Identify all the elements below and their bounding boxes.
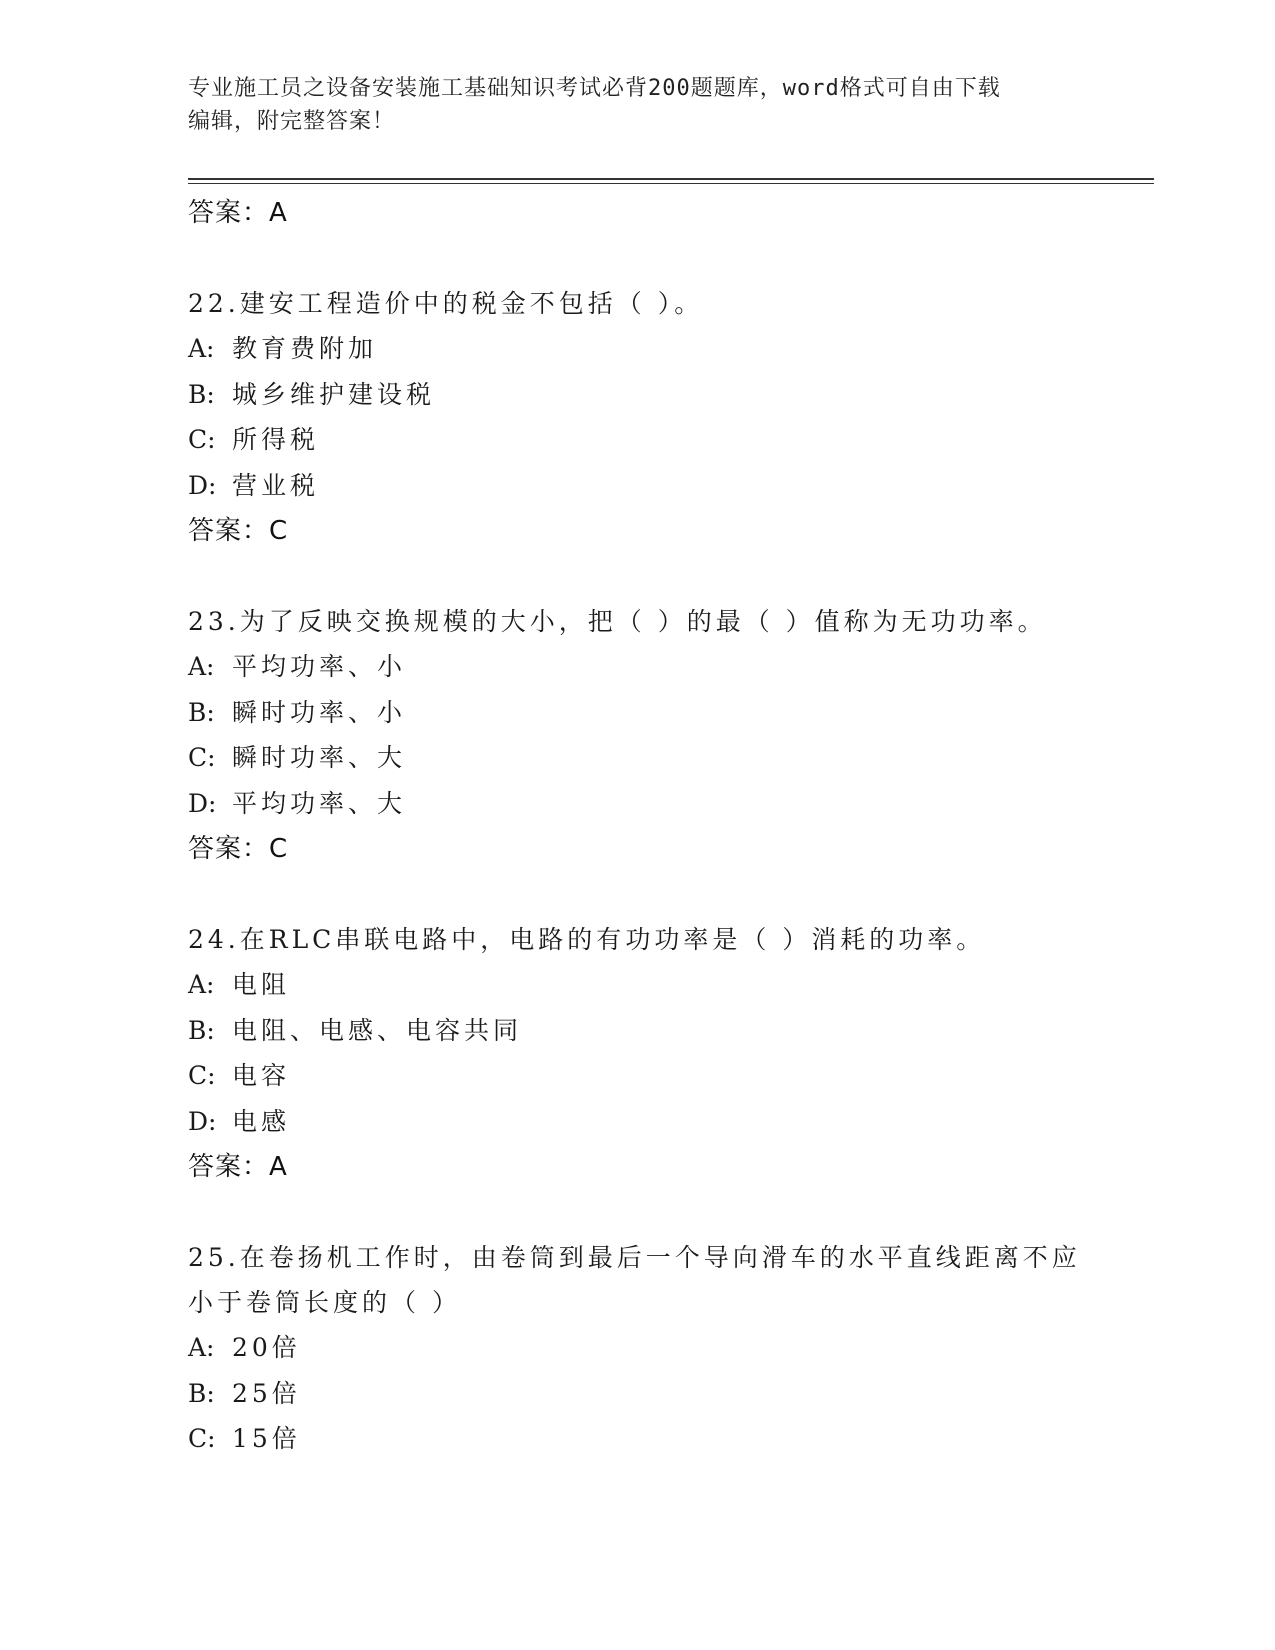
option-text: 营业税 (232, 470, 320, 500)
previous-answer: 答案：A (188, 198, 288, 228)
option-b (188, 1008, 1088, 1054)
option-text: 平均功率、大 (232, 788, 407, 818)
option-a (188, 1325, 1088, 1371)
option-text: 电阻 (232, 970, 291, 999)
option-text: 25倍 (232, 1378, 301, 1408)
option-text: 城乡维护建设税 (232, 379, 436, 409)
option-d (188, 463, 1088, 509)
option-text: 15倍 (232, 1424, 301, 1453)
option-c (188, 1053, 1088, 1099)
option-letter: C: (188, 743, 216, 772)
option-b (188, 690, 1088, 736)
option-letter: A: (188, 1333, 215, 1362)
option-text: 电阻、电感、电容共同 (232, 1015, 523, 1045)
option-text: 电感 (232, 1106, 291, 1136)
question-text: 22.建安工程造价中的税金不包括（ ）。 (188, 289, 704, 318)
header-rule-thick (188, 178, 1154, 180)
option-c (188, 735, 1088, 781)
spacer (188, 236, 1088, 281)
option-a (188, 962, 1088, 1008)
question-25 (188, 1235, 1088, 1462)
option-letter: D: (188, 788, 217, 818)
question-23 (188, 599, 1088, 872)
option-letter: A: (188, 652, 215, 681)
spacer (188, 1190, 1088, 1235)
question-list (188, 190, 1088, 1462)
option-c (188, 1416, 1088, 1462)
header-rule-thin (188, 183, 1154, 184)
option-letter: B: (188, 379, 215, 409)
option-letter: B: (188, 1378, 215, 1408)
option-letter: B: (188, 697, 215, 727)
option-text: 平均功率、小 (232, 652, 407, 681)
option-letter: C: (188, 1424, 216, 1453)
option-d (188, 781, 1088, 827)
option-text: 20倍 (232, 1333, 301, 1362)
option-b (188, 1371, 1088, 1417)
document-header (188, 72, 1088, 138)
option-letter: B: (188, 1015, 215, 1045)
option-letter: A: (188, 334, 215, 363)
option-a (188, 326, 1088, 372)
option-c (188, 417, 1088, 463)
answer-line: 答案：A (188, 1152, 288, 1182)
header-line-1: 专业施工员之设备安装施工基础知识考试必背200题题库，word格式可自由下载 (188, 76, 1001, 101)
option-letter: D: (188, 470, 217, 500)
option-b (188, 372, 1088, 418)
option-text: 瞬时功率、小 (232, 697, 407, 727)
answer-line: 答案：C (188, 834, 289, 864)
question-22 (188, 281, 1088, 554)
option-text: 电容 (232, 1061, 291, 1090)
question-text-line-1: 25.在卷扬机工作时，由卷筒到最后一个导向滑车的水平直线距离不应 (188, 1243, 1081, 1272)
question-24 (188, 917, 1088, 1190)
question-text: 23.为了反映交换规模的大小，把（ ）的最（ ）值称为无功功率。 (188, 607, 1047, 636)
option-text: 所得税 (232, 425, 320, 454)
question-text-line-2: 小于卷筒长度的（ ） (188, 1288, 461, 1317)
option-letter: C: (188, 1061, 216, 1090)
option-d (188, 1099, 1088, 1145)
option-text: 瞬时功率、大 (232, 743, 407, 772)
option-a (188, 644, 1088, 690)
spacer (188, 872, 1088, 917)
option-letter: D: (188, 1106, 217, 1136)
question-text: 24.在RLC串联电路中，电路的有功功率是（ ）消耗的功率。 (188, 925, 986, 954)
answer-line: 答案：C (188, 516, 289, 546)
spacer (188, 554, 1088, 599)
header-line-2: 编辑，附完整答案！ (188, 109, 396, 134)
option-text: 教育费附加 (232, 334, 378, 363)
option-letter: C: (188, 425, 216, 454)
option-letter: A: (188, 970, 215, 999)
